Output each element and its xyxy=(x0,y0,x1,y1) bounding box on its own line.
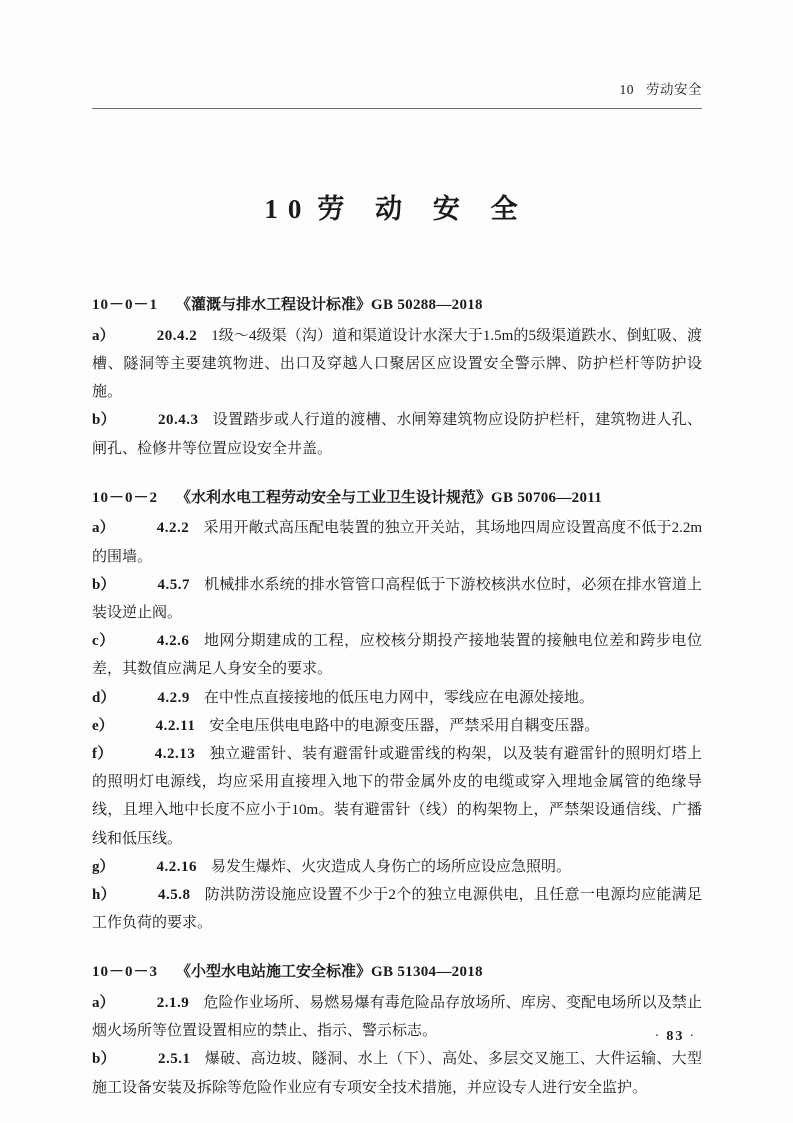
item-label: e） xyxy=(92,717,114,734)
clause-item xyxy=(92,712,702,740)
item-label: g） xyxy=(92,858,115,875)
clause-item xyxy=(92,740,702,853)
clause-item xyxy=(92,881,702,937)
entry-code: 10－0－2 xyxy=(92,489,159,506)
running-header xyxy=(92,78,702,108)
standard-name: 《小型水电站施工安全标准》 xyxy=(176,964,372,981)
standard-id: GB 51304—2018 xyxy=(371,964,483,981)
item-label: b） xyxy=(92,412,116,429)
standard-entry xyxy=(92,485,702,938)
item-label: d） xyxy=(92,689,116,706)
clause-item xyxy=(92,853,702,881)
page-content xyxy=(92,78,702,1123)
footer-left-dot: · xyxy=(654,1029,662,1044)
clause-number: 20.4.3 xyxy=(157,412,199,429)
page-title xyxy=(92,187,702,226)
clause-text: 1级～4级渠（沟）道和渠道设计水深大于1.5m的5级渠道跌水、倒虹吸、渡槽、隧洞等主要建筑物进、出口及穿越人口聚居区应设置安全警示牌、防护栏杆等防护设施。 xyxy=(92,327,702,401)
clause-item xyxy=(92,571,702,627)
clause-text: 安全电压供电电路中的电源变压器，严禁采用自耦变压器。 xyxy=(209,717,600,734)
clause-item xyxy=(92,627,702,683)
entry-heading xyxy=(92,959,702,987)
chapter-title-number: 10 xyxy=(264,194,312,224)
item-label: c） xyxy=(92,633,115,650)
item-label: b） xyxy=(92,1051,116,1068)
clause-text: 地网分期建成的工程，应校核分期投产接地装置的接触电位差和跨步电位差，其数值应满足人身安全的要求。 xyxy=(92,633,702,678)
standard-entry xyxy=(92,292,702,463)
clause-text: 独立避雷针、装有避雷针或避雷线的构架，以及装有避雷针的照明灯塔上的照明灯电源线，均应采用直接埋入地下的带金属外皮的电缆或穿入埋地金属管的绝缘导线，且埋入地中长度不应小于10m。装有避雷针（线）的构架物上，严禁架设通信线、广播线和低压线。 xyxy=(92,745,702,847)
clause-number: 2.1.9 xyxy=(156,995,190,1011)
clause-text: 在中性点直接接地的低压电力网中，零线应在电源处接地。 xyxy=(203,689,594,706)
item-label: a） xyxy=(92,520,115,537)
item-label: a） xyxy=(92,995,115,1011)
clause-number: 4.2.6 xyxy=(156,633,190,650)
clause-item xyxy=(92,406,702,462)
entry-heading xyxy=(92,485,702,513)
item-label: a） xyxy=(92,327,115,344)
standard-name: 《水利水电工程劳动安全与工业卫生设计规范》 xyxy=(176,489,492,506)
clause-text: 防洪防涝设施应设置不少于2个的独立电源供电，且任意一电源均应能满足工作负荷的要求。 xyxy=(92,886,702,932)
clause-text: 易发生爆炸、火灾造成人身伤亡的场所应设应急照明。 xyxy=(211,858,572,875)
clause-number: 2.5.1 xyxy=(157,1051,191,1068)
clause-item xyxy=(92,684,702,712)
item-label: f） xyxy=(92,745,113,762)
standard-id: GB 50706—2011 xyxy=(491,489,603,506)
clause-number: 4.2.9 xyxy=(157,689,190,706)
clause-number: 4.5.8 xyxy=(157,886,191,903)
clause-number: 4.2.16 xyxy=(156,858,198,875)
clause-number: 4.5.7 xyxy=(157,576,191,593)
entry-code: 10－0－1 xyxy=(92,297,159,313)
header-divider xyxy=(92,108,702,109)
clause-number: 4.2.11 xyxy=(155,717,196,734)
footer-right-dot: · xyxy=(689,1029,696,1044)
entry-heading xyxy=(92,292,702,320)
clause-text: 爆破、高边坡、隧洞、水上（下）、高处、多层交叉施工、大件运输、大型施工设备安装及拆除等危险作业应有专项安全技术措施，并应设专人进行安全监护。 xyxy=(92,1051,702,1096)
clause-item xyxy=(92,514,702,570)
clause-number: 4.2.2 xyxy=(156,520,190,537)
clause-text: 危险作业场所、易燃易爆有毒危险品存放场所、库房、变配电场所以及禁止烟火场所等位置设置相应的禁止、指示、警示标志。 xyxy=(92,995,702,1040)
clause-number: 20.4.2 xyxy=(156,327,198,344)
clause-text: 设置踏步或人行道的渡槽、水闸筹建筑物应设防护栏杆，建筑物进人孔、闸孔、检修井等位置应设安全井盖。 xyxy=(92,412,703,457)
clause-number: 4.2.13 xyxy=(154,745,196,762)
running-header-chapter-name: 劳动安全 xyxy=(646,82,702,97)
clause-item xyxy=(92,1045,702,1101)
item-label: b） xyxy=(92,576,116,593)
running-header-chapter-number: 10 xyxy=(619,82,634,97)
clause-text: 机械排水系统的排水管管口高程低于下游校核洪水位时，必须在排水管道上装设逆止阀。 xyxy=(92,576,702,621)
clause-item xyxy=(92,322,702,407)
standard-name: 《灌溉与排水工程设计标准》 xyxy=(176,297,372,313)
page-footer xyxy=(0,1029,701,1045)
clause-text: 采用开敞式高压配电装置的独立开关站，其场地四周应设置高度不低于2.2m的围墙。 xyxy=(92,520,702,565)
standard-id: GB 50288—2018 xyxy=(371,297,483,313)
page-number: 83 xyxy=(666,1029,685,1044)
entry-code: 10－0－3 xyxy=(92,964,159,981)
chapter-title-text: 劳 动 安 全 xyxy=(317,194,530,224)
item-label: h） xyxy=(92,886,116,903)
